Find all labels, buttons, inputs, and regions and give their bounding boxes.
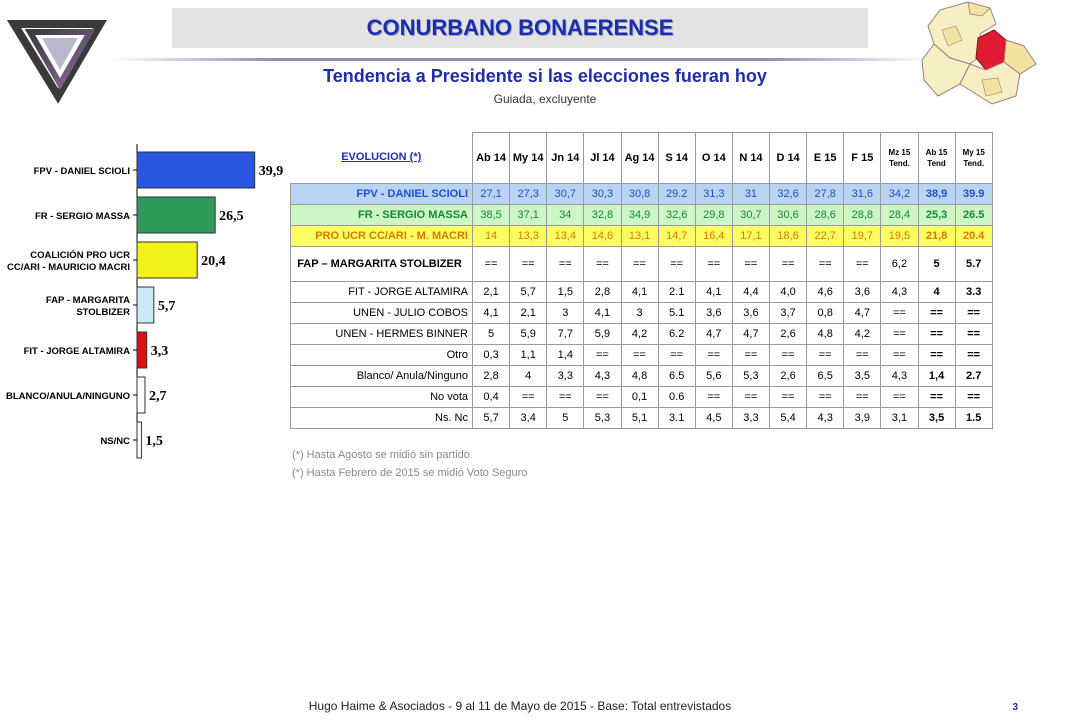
table-cell: 2,6 [770,324,807,345]
table-cell: 4,5 [695,408,732,429]
table-cell: 30,7 [547,184,584,205]
table-cell: 1,4 [547,345,584,366]
table-cell: 4,3 [881,282,918,303]
table-cell: 22,7 [807,226,844,247]
bar-value-label: 20,4 [201,254,226,269]
bar-value-label: 2,7 [148,389,167,404]
note-2: (*) Hasta Febrero de 2015 se midió Voto Seguro [292,467,528,479]
row-label: FIT - JORGE ALTAMIRA [291,282,473,303]
table-cell: 3,5 [844,366,881,387]
table-cell: 17,1 [732,226,769,247]
table-row [291,303,993,324]
table-cell: 13,1 [621,226,658,247]
column-header: My 14 [510,133,547,184]
table-cell: 25,3 [918,205,955,226]
table-cell: 38,9 [918,184,955,205]
table-cell: 3,7 [770,303,807,324]
table-cell: 5 [547,408,584,429]
row-label: Blanco/ Anula/Ninguno [291,366,473,387]
column-header: Ab 14 [473,133,510,184]
table-cell: == [584,387,621,408]
table-cell: 3 [621,303,658,324]
table-cell: 34 [547,205,584,226]
bar [137,287,154,323]
evolution-table [290,132,993,429]
table-cell: 5,4 [770,408,807,429]
bar-value-label: 39,9 [258,164,284,179]
table-cell: 14,7 [658,226,695,247]
bar [137,332,147,368]
table-cell: 6.5 [658,366,695,387]
row-label: FAP – MARGARITA STOLBIZER [291,247,473,282]
table-cell: 5.7 [955,247,992,282]
table-cell: 5.1 [658,303,695,324]
category-label: FR - SERGIO MASSA [34,211,130,222]
table-cell: 6,2 [881,247,918,282]
table-cell: 32,8 [584,205,621,226]
table-cell: 3.3 [955,282,992,303]
table-cell: 27,8 [807,184,844,205]
table-cell: == [844,345,881,366]
table-cell: 4,3 [881,366,918,387]
column-header: Jl 14 [584,133,621,184]
table-cell: 5,7 [473,408,510,429]
column-header: Mz 15 Tend. [881,133,918,184]
table-cell: 0,4 [473,387,510,408]
table-cell: == [955,324,992,345]
table-cell: 4,2 [621,324,658,345]
table-cell: 0.6 [658,387,695,408]
table-cell: 32,6 [770,184,807,205]
table-cell: 3,4 [510,408,547,429]
table-cell: 38,5 [473,205,510,226]
table-cell: 2,6 [770,366,807,387]
table-cell: 3,5 [918,408,955,429]
table-row [291,205,993,226]
table-cell: 5 [918,247,955,282]
table-cell: 3.1 [658,408,695,429]
column-header: Ag 14 [621,133,658,184]
table-cell: 5,3 [584,408,621,429]
row-label: UNEN - JULIO COBOS [291,303,473,324]
table-cell: 29,8 [695,205,732,226]
page-subtitle-note: Guiada, excluyente [493,92,597,106]
table-cell: == [584,345,621,366]
table-cell: 4,1 [584,303,621,324]
table-cell: 39.9 [955,184,992,205]
table-cell: 5 [473,324,510,345]
table-cell: == [807,345,844,366]
table-cell: 3,3 [732,408,769,429]
table-cell: 4,1 [621,282,658,303]
table-cell: 2,1 [510,303,547,324]
table-cell: 30,6 [770,205,807,226]
bar-value-label: 26,5 [219,209,244,224]
table-cell: == [881,324,918,345]
region-map-image [920,0,1038,108]
table-row [291,184,993,205]
column-header: My 15 Tend. [955,133,992,184]
table-cell: 34,9 [621,205,658,226]
table-cell: 4,8 [807,324,844,345]
table-cell: 19,5 [881,226,918,247]
table-cell: 5,1 [621,408,658,429]
table-cell: == [881,387,918,408]
category-label: FIT - JORGE ALTAMIRA [23,346,130,357]
table-cell: 31,3 [695,184,732,205]
table-row [291,324,993,345]
table-cell: == [844,387,881,408]
table-cell: == [918,324,955,345]
table-cell: 2.7 [955,366,992,387]
row-label: PRO UCR CC/ARI - M. MACRI [291,226,473,247]
table-cell: == [695,247,732,282]
page-subtitle: Tendencia a Presidente si las elecciones fueran hoy [323,66,767,86]
column-header: D 14 [770,133,807,184]
table-cell: == [621,345,658,366]
table-cell: 2,8 [584,282,621,303]
category-label: CC/ARI - MAURICIO MACRI [7,262,130,273]
table-cell: 4,1 [695,282,732,303]
table-cell: 5,3 [732,366,769,387]
table-cell: 2.1 [658,282,695,303]
bar [137,377,145,413]
table-cell: 31,6 [844,184,881,205]
table-cell: == [732,247,769,282]
table-cell: 4 [918,282,955,303]
note-1: (*) Hasta Agosto se midió sin partido [292,449,470,461]
table-cell: == [510,387,547,408]
table-cell: == [807,247,844,282]
column-header: F 15 [844,133,881,184]
table-cell: 13,3 [510,226,547,247]
table-cell: == [881,345,918,366]
table-cell: == [918,303,955,324]
column-header: Ab 15 Tend [918,133,955,184]
table-cell: 5,9 [584,324,621,345]
table-cell: 4,7 [844,303,881,324]
table-row [291,247,993,282]
table-cell: 4,1 [473,303,510,324]
table-cell: == [770,345,807,366]
table-cell: 30,8 [621,184,658,205]
table-cell: 19,7 [844,226,881,247]
table-cell: == [770,387,807,408]
table-row [291,282,993,303]
table-cell: 3,6 [732,303,769,324]
title-divider [110,58,930,61]
column-header: S 14 [658,133,695,184]
table-cell: == [510,247,547,282]
table-cell: 4,7 [695,324,732,345]
table-cell: 6,5 [807,366,844,387]
table-cell: 3,3 [547,366,584,387]
table-cell: 30,3 [584,184,621,205]
table-header-row [291,133,993,184]
table-cell: 0,8 [807,303,844,324]
column-header: O 14 [695,133,732,184]
bar-value-label: 1,5 [145,434,163,449]
bar [137,197,215,233]
table-row [291,387,993,408]
bar [137,422,141,458]
table-cell: 28,4 [881,205,918,226]
table-cell: == [695,345,732,366]
table-cell: 18,6 [770,226,807,247]
table-cell: 37,1 [510,205,547,226]
table-cell: 0,3 [473,345,510,366]
table-row [291,345,993,366]
table-cell: == [732,387,769,408]
table-cell: 4,6 [807,282,844,303]
table-cell: == [918,345,955,366]
page-number: 3 [1012,702,1018,713]
table-cell: 4 [510,366,547,387]
table-cell: 28,6 [807,205,844,226]
bar [137,242,197,278]
table-cell: 13,4 [547,226,584,247]
row-label: No vota [291,387,473,408]
category-label: COALICIÓN PRO UCR [30,250,130,261]
table-cell: == [695,387,732,408]
row-label: Otro [291,345,473,366]
table-cell: 26.5 [955,205,992,226]
table-cell: 1.5 [955,408,992,429]
category-label: NS/NC [100,436,130,447]
table-cell: 16,4 [695,226,732,247]
table-corner-label: EVOLUCION (*) [341,151,422,164]
table-cell: 3,9 [844,408,881,429]
table-cell: 27,3 [510,184,547,205]
table-cell: 14 [473,226,510,247]
table-cell: 5,7 [510,282,547,303]
row-label: UNEN - HERMES BINNER [291,324,473,345]
table-notes [292,446,527,482]
table-row [291,366,993,387]
table-cell: == [881,303,918,324]
table-cell: 29.2 [658,184,695,205]
table-cell: 4,3 [584,366,621,387]
table-cell: 4,2 [844,324,881,345]
table-cell: == [658,345,695,366]
table-cell: 3,1 [881,408,918,429]
table-cell: 14,6 [584,226,621,247]
row-label: FPV - DANIEL SCIOLI [291,184,473,205]
table-cell: 4,4 [732,282,769,303]
bar [137,152,255,188]
table-cell: 28,8 [844,205,881,226]
table-cell: == [732,345,769,366]
table-cell: 3 [547,303,584,324]
table-cell: 27,1 [473,184,510,205]
table-cell: 3,6 [844,282,881,303]
table-cell: == [621,247,658,282]
table-cell: 34,2 [881,184,918,205]
table-cell: 31 [732,184,769,205]
row-label: FR - SERGIO MASSA [291,205,473,226]
table-cell: == [547,247,584,282]
table-cell: 4,7 [732,324,769,345]
table-cell: 4,8 [621,366,658,387]
table-row [291,226,993,247]
table-cell: == [955,303,992,324]
table-cell: 2,8 [473,366,510,387]
bar-value-label: 5,7 [157,299,176,314]
table-cell: == [584,247,621,282]
column-header: E 15 [807,133,844,184]
column-header: Jn 14 [547,133,584,184]
category-label: FPV - DANIEL SCIOLI [33,166,130,177]
column-header: N 14 [732,133,769,184]
table-cell: 32,6 [658,205,695,226]
category-label: BLANCO/ANULA/NINGUNO [5,391,130,402]
table-row [291,408,993,429]
footer-text: Hugo Haime & Asociados - 9 al 11 de Mayo de 2015 - Base: Total entrevistados [308,699,732,713]
table-cell: 7,7 [547,324,584,345]
table-cell: == [918,387,955,408]
category-label: FAP - MARGARITA [45,295,130,306]
table-cell: == [955,345,992,366]
bar-value-label: 3,3 [150,344,169,359]
table-cell: 20.4 [955,226,992,247]
table-cell: 0,1 [621,387,658,408]
page-title: CONURBANO BONAERENSE [366,15,674,40]
category-label: STOLBIZER [76,307,130,318]
table-cell: 30,7 [732,205,769,226]
row-label: Ns. Nc [291,408,473,429]
table-cell: == [547,387,584,408]
table-cell: == [955,387,992,408]
vote-bar-chart [0,140,290,449]
table-cell: 4,0 [770,282,807,303]
table-cell: 1,5 [547,282,584,303]
title-banner [172,8,868,48]
table-cell: 5,6 [695,366,732,387]
table-cell: == [770,247,807,282]
table-cell: 2,1 [473,282,510,303]
table-cell: == [807,387,844,408]
table-cell: 6.2 [658,324,695,345]
table-cell: 21,8 [918,226,955,247]
table-cell: 5,9 [510,324,547,345]
table-cell: 3,6 [695,303,732,324]
table-cell: 4,3 [807,408,844,429]
table-cell: == [658,247,695,282]
table-cell: == [844,247,881,282]
table-cell: == [473,247,510,282]
table-cell: 1,4 [918,366,955,387]
table-cell: 1,1 [510,345,547,366]
